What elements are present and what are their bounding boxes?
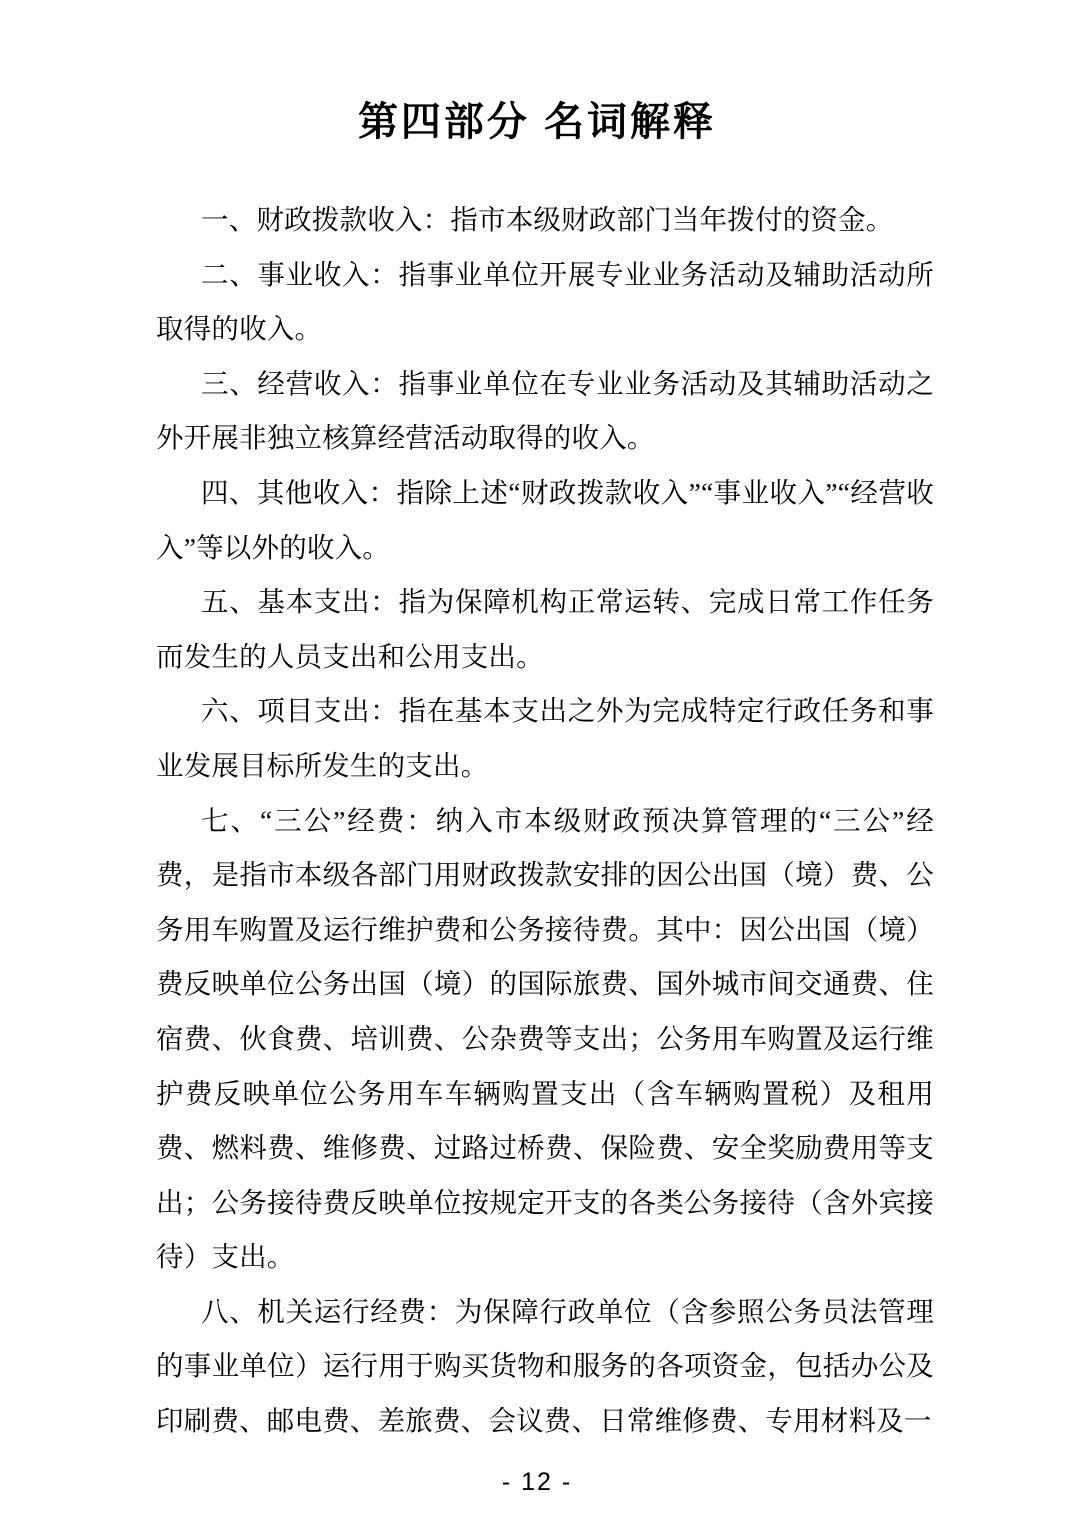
paragraph-basic-expenditure: 五、基本支出：指为保障机构正常运转、完成日常工作任务而发生的人员支出和公用支出。 [156,586,934,672]
paragraph-operational-income: 二、事业收入：指事业单位开展专业业务活动及辅助活动所取得的收入。 [156,258,934,345]
paragraph-three-public-funds: 七、“三公”经费：纳入市本级财政预决算管理的“三公”经费，是指市本级各部门用财政拨款安排的因公出国（境）费、公务用车购置及运行维护费和公务接待费。其中：因公出国（境）费反映单位公务出国（境）的国际旅费、国外城市间交通费、住宿费、伙食费、培训费、公杂费等支出；公务用车购置及运行维护费反映单位公务用车车辆购置支出（含车辆购置税）及租用费、燃料费、维修费、过路过桥费、保险费、安全奖励费用等支出；公务接待费反映单位按规定开支的各类公务接待（含外宾接待）支出。 [156,804,934,1273]
page-number: - 12 - [501,1468,573,1496]
paragraph-fiscal-appropriation-income: 一、财政拨款收入：指市本级财政部门当年拨付的资金。 [201,204,894,235]
paragraph-business-income: 三、经营收入：指事业单位在专业业务活动及其辅助活动之外开展非独立核算经营活动取得的收入。 [156,367,934,454]
paragraph-agency-operating-funds: 八、机关运行经费：为保障行政单位（含参照公务员法管理的事业单位）运行用于购买货物和服务的各项资金，包括办公及印刷费、邮电费、差旅费、会议费、日常维修费、专用材料及一 [156,1295,934,1437]
paragraph-other-income: 四、其他收入：指除上述“财政拨款收入”“事业收入”“经营收入”等以外的收入。 [156,476,934,563]
paragraph-project-expenditure: 六、项目支出：指在基本支出之外为完成特定行政任务和事业发展目标所发生的支出。 [156,695,934,781]
document-body [156,193,934,1449]
section-title: 第四部分 名词解释 [357,100,717,144]
